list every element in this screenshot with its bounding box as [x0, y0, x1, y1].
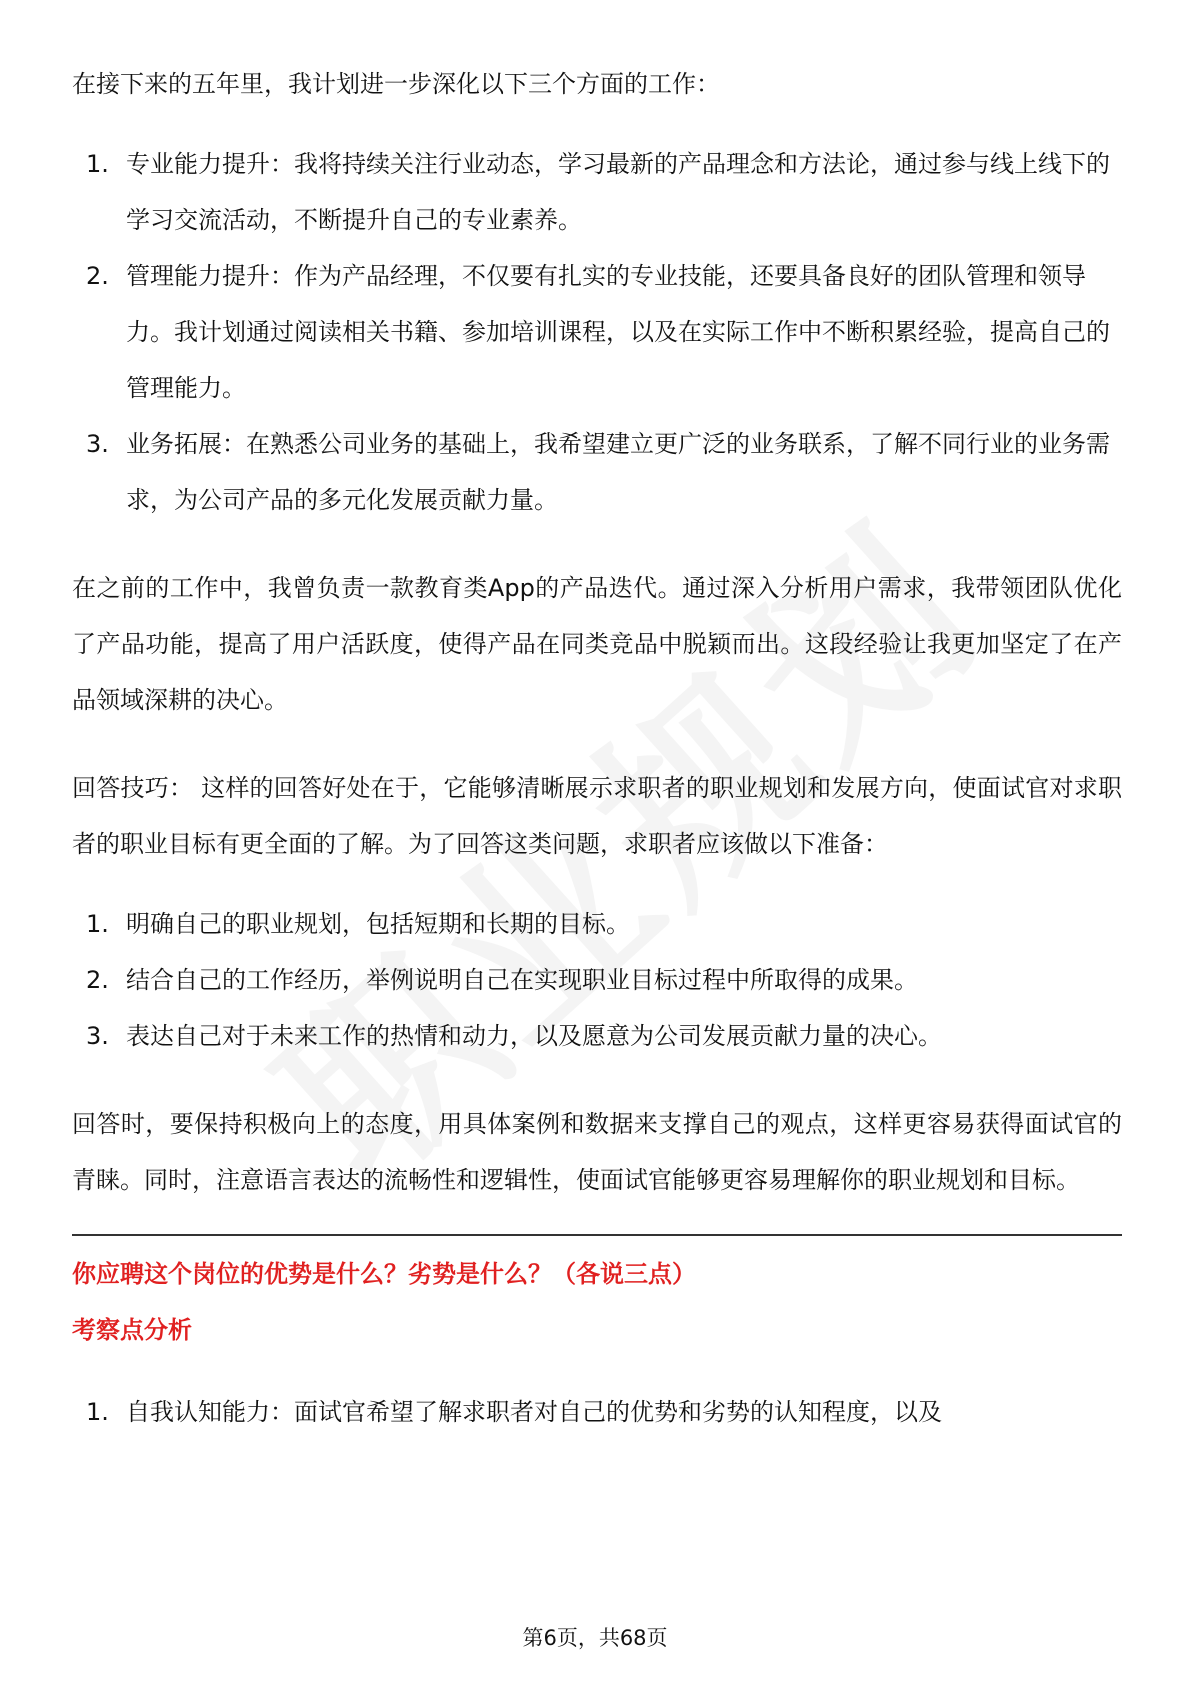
tips-paragraph: 回答技巧： 这样的回答好处在于，它能够清晰展示求职者的职业规划和发展方向，使面试官对求职者的职业目标有更全面的了解。为了回答这类问题，求职者应该做以下准备：: [72, 774, 1122, 858]
list-number: 3.: [86, 430, 109, 458]
closing-paragraph: 回答时，要保持积极向上的态度，用具体案例和数据来支撑自己的观点，这样更容易获得面试官的青睐。同时，注意语言表达的流畅性和逻辑性，使面试官能够更容易理解你的职业规划和目标。: [72, 1110, 1122, 1194]
list-item-text: 结合自己的工作经历，举例说明自己在实现职业目标过程中所取得的成果。: [126, 966, 918, 994]
list-item-text: 自我认知能力：面试官希望了解求职者对自己的优势和劣势的认知程度，以及: [126, 1398, 942, 1426]
list-item: [72, 1384, 1122, 1440]
question-heading: 你应聘这个岗位的优势是什么？劣势是什么？（各说三点）: [72, 1260, 696, 1288]
list-number: 2.: [86, 262, 109, 290]
list-item-text: 业务拓展：在熟悉公司业务的基础上，我希望建立更广泛的业务联系，了解不同行业的业务需求，为公司产品的多元化发展贡献力量。: [126, 430, 1110, 514]
list-item-text: 明确自己的职业规划，包括短期和长期的目标。: [126, 910, 630, 938]
list-item: [72, 952, 1122, 1008]
list-item-text: 专业能力提升：我将持续关注行业动态，学习最新的产品理念和方法论，通过参与线上线下的学习交流活动，不断提升自己的专业素养。: [126, 150, 1110, 234]
analysis-list: [72, 1384, 1122, 1440]
list-number: 1.: [86, 910, 109, 938]
intro-paragraph: 在接下来的五年里，我计划进一步深化以下三个方面的工作：: [72, 70, 720, 98]
page-number-footer: 第6页，共68页: [522, 1626, 668, 1650]
list-item: [72, 416, 1122, 528]
list-item: [72, 896, 1122, 952]
analysis-heading: 考察点分析: [72, 1316, 192, 1344]
list-item-text: 管理能力提升：作为产品经理，不仅要有扎实的专业技能，还要具备良好的团队管理和领导力。我计划通过阅读相关书籍、参加培训课程，以及在实际工作中不断积累经验，提高自己的管理能力。: [126, 262, 1110, 402]
list-number: 2.: [86, 966, 109, 994]
list-item: [72, 248, 1122, 416]
list-number: 1.: [86, 1398, 109, 1426]
list-item-text: 表达自己对于未来工作的热情和动力，以及愿意为公司发展贡献力量的决心。: [126, 1022, 942, 1050]
list-number: 3.: [86, 1022, 109, 1050]
plan-list: [72, 136, 1122, 528]
experience-paragraph: 在之前的工作中，我曾负责一款教育类App的产品迭代。通过深入分析用户需求，我带领团队优化了产品功能，提高了用户活跃度，使得产品在同类竞品中脱颖而出。这段经验让我更加坚定了在产品领域深耕的决心。: [72, 574, 1122, 714]
list-number: 1.: [86, 150, 109, 178]
content-body: [72, 56, 1122, 1440]
section-divider: [72, 1234, 1122, 1236]
list-item: [72, 1008, 1122, 1064]
list-item: [72, 136, 1122, 248]
prep-list: [72, 896, 1122, 1064]
